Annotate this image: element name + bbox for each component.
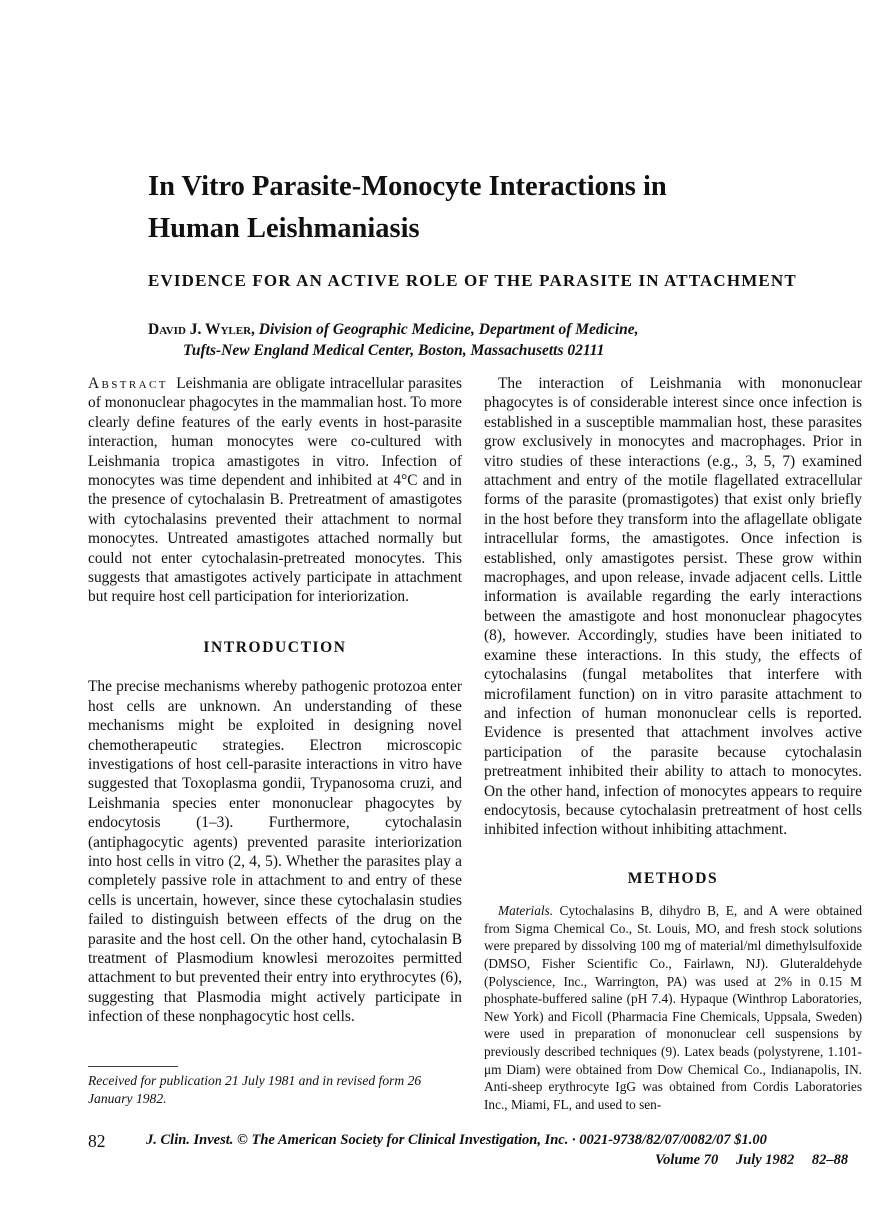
methods-materials-paragraph: [484, 902, 862, 1113]
issue-date: July 1982: [735, 1152, 795, 1168]
materials-label: Materials.: [498, 903, 554, 919]
page-number: 82: [88, 1131, 106, 1151]
methods-heading: METHODS: [627, 869, 719, 887]
title-line-1: In Vitro Parasite-Monocyte Interactions in: [148, 171, 667, 202]
volume-line: [655, 1152, 865, 1169]
abstract-text: Leishmania are obligate intracellular parasites of mononuclear phagocytes in the mammalian host. To more clearly define features of the early events in host-parasite interaction, human monocytes were co-cultured with Leishmania tropica amastigotes in vitro. Infection of monocytes was time dependent and inhibited at 4°C and in the presence of cytochalasin B. Pretreatment of amastigotes with cytochalasins prevented their attachment to normal monocytes. Untreated amastigotes attached normally but could not enter cytochalasin-pretreated monocytes. This suggests that amastigotes actively participate in attachment but require host cell participation for interiorization.: [88, 375, 462, 606]
paper-subtitle: EVIDENCE FOR AN ACTIVE ROLE OF THE PARASITE IN ATTACHMENT: [148, 271, 797, 290]
received-note: Received for publication 21 July 1981 and in revised form 26 January 1982.: [88, 1073, 422, 1106]
introduction-heading: INTRODUCTION: [203, 638, 347, 656]
title-line-2: Human Leishmaniasis: [148, 213, 420, 244]
page-range: 82–88: [811, 1152, 849, 1168]
introduction-paragraph-2: The interaction of Leishmania with mononuclear phagocytes is of considerable interest since once infection is established in a susceptible mammalian host, these parasites grow exclusively in monocytes and macrophages. Prior in vitro studies of these interactions (e.g., 3, 5, 7) examined attachment and entry of the motile flagellated extracellular forms of the parasite (promastigotes) that exist only briefly in the host before they transform into the aflagellate obligate intracellular forms, the amastigotes. Once infection is established, only amastigotes persist. These grow within macrophages, and upon release, invade adjacent cells. Little information is available regarding the early interactions between the amastigote and host mononuclear phagocytes (8), however. Accordingly, studies have been initiated to examine these interactions. In this study, the effects of cytochalasins (fungal metabolites that interfere with microfilament function) on in vitro parasite attachment to and infection of human mononuclear cells is reported. Evidence is presented that attachment involves active participation of the parasite because cytochalasin pretreatment inhibited their ability to attach to monocytes. On the other hand, infection of monocytes appears to require endocytosis, because cytochalasin pretreatment of host cells inhibited infection without inhibiting attachment.: [484, 375, 862, 839]
paper-title: [148, 166, 828, 250]
abstract: [88, 374, 462, 607]
author-name: David J. Wyler,: [148, 321, 255, 338]
abstract-label: Abstract: [88, 375, 168, 392]
volume: Volume 70: [655, 1152, 719, 1168]
author-affiliation-1: Division of Geographic Medicine, Department of Medicine,: [258, 321, 639, 338]
materials-text: Cytochalasins B, dihydro B, E, and A were obtained from Sigma Chemical Co., St. Louis, MO, and fresh stock solutions were prepared by dissolving 100 mg of material/ml dimethylsulfoxide (DMSO, Fisher Scientific Co., Fairlawn, NJ). Gluteraldehyde (Polyscience, Inc., Warrington, PA) was used at 2% in 0.15 M phosphate-buffered saline (pH 7.4). Hypaque (Winthrop Laboratories, New York) and Ficoll (Pharmacia Fine Chemicals, Uppsala, Sweden) were used in preparation of mononuclear cell suspensions by previously described techniques (9). Latex beads (polystyrene, 1.101-μm Diam) were obtained from Dow Chemical Co., Indianapolis, IN. Anti-sheep erythrocyte IgG was obtained from Cordis Laboratories Inc., Miami, FL, and used to sen-: [484, 903, 862, 1112]
journal-citation: J. Clin. Invest. © The American Society for Clinical Investigation, Inc. · 0021-9738/82/07/0082/07 $1.00: [146, 1132, 767, 1148]
author-affiliation-2: Tufts-New England Medical Center, Boston, Massachusetts 02111: [183, 342, 605, 359]
author-block: [148, 319, 848, 361]
introduction-paragraph-1: The precise mechanisms whereby pathogenic protozoa enter host cells are unknown. An understanding of these mechanisms might be exploited in designing novel chemotherapeutic strategies. Electron microscopic investigations of host cell-parasite interactions in vitro have suggested that Toxoplasma gondii, Trypanosoma cruzi, and Leishmania species enter mononuclear phagocytes by endocytosis (1–3). Furthermore, cytochalasin (antiphagocytic agents) prevented parasite interiorization into host cells in vitro (2, 4, 5). Whether the parasites play a completely passive role in attachment to and entry of these cells is uncertain, however, since these cytochalasin studies failed to distinguish between effects of the drug on the parasite and the host cell. On the other hand, cytochalasin B treatment of Plasmodium knowlesi merozoites permitted attachment to but prevented their entry into erythrocytes (6), suggesting that Plasmodia might actively participate in infection of these nonphagocytic host cells.: [88, 678, 462, 1026]
footnote-rule: [88, 1066, 178, 1067]
right-column: [484, 374, 862, 1113]
left-column: [88, 374, 462, 1027]
